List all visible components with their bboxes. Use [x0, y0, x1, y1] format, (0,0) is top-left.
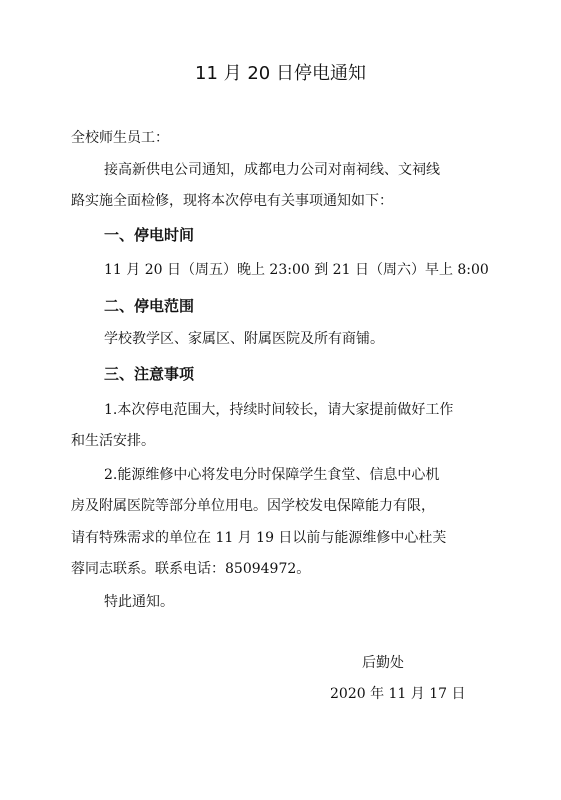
section-heading-notes: 三、注意事项 [104, 365, 195, 383]
intro-line-1: 接高新供电公司通知，成都电力公司对南祠线、文祠线 [104, 162, 440, 178]
outage-scope-text: 学校教学区、家属区、附属医院及所有商铺。 [104, 331, 384, 347]
salutation: 全校师生员工： [71, 130, 169, 146]
section-heading-time: 一、停电时间 [104, 226, 195, 244]
note-line: 请有特殊需求的单位在 11 月 19 日以前与能源维修中心杜芙 [71, 530, 447, 546]
note-line: 1.本次停电范围大，持续时间较长，请大家提前做好工作 [104, 402, 454, 418]
note-line: 和生活安排。 [71, 433, 155, 449]
signature-date: 2020 年 11 月 17 日 [330, 686, 466, 702]
section-heading-scope: 二、停电范围 [104, 297, 195, 315]
note-line: 2.能源维修中心将发电分时保障学生食堂、信息中心机 [104, 467, 440, 483]
intro-line-2: 路实施全面检修，现将本次停电有关事项通知如下： [71, 193, 393, 209]
document-title: 11 月 20 日停电通知 [195, 63, 366, 84]
note-line: 蓉同志联系。联系电话：85094972。 [71, 561, 311, 577]
outage-time-text: 11 月 20 日（周五）晚上 23:00 到 21 日（周六）早上 8:00 [104, 262, 489, 278]
closing-text: 特此通知。 [104, 594, 174, 610]
signature-department: 后勤处 [362, 655, 404, 671]
note-line: 房及附属医院等部分单位用电。因学校发电保障能力有限， [71, 498, 435, 514]
